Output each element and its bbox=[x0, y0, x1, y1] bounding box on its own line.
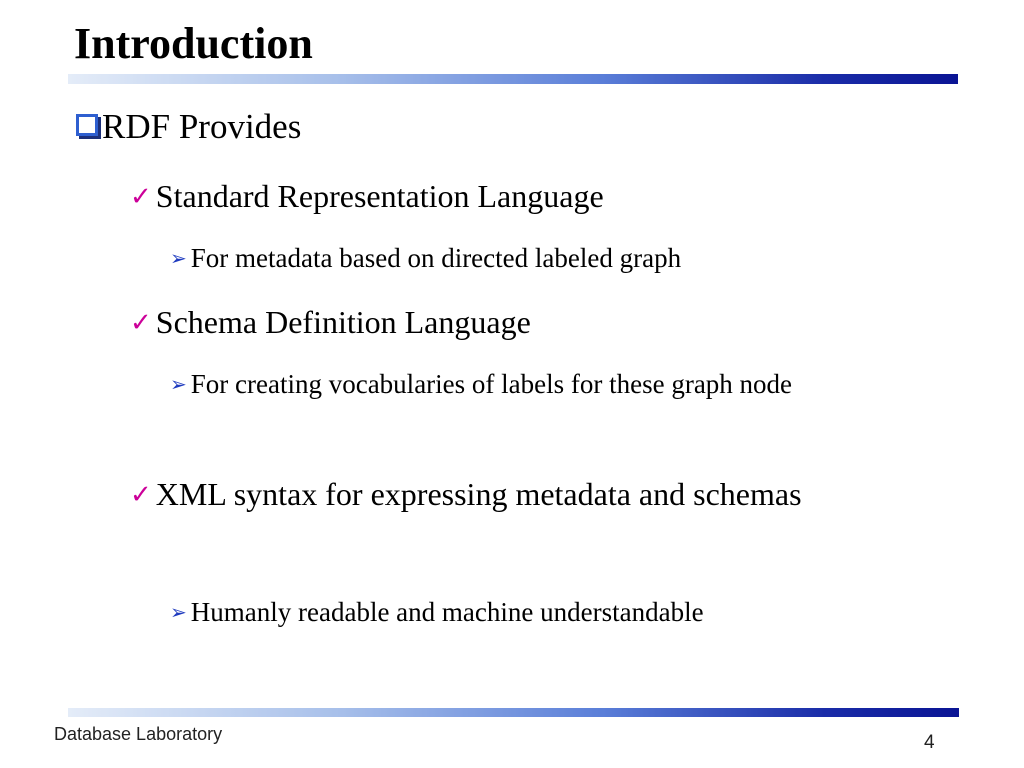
bullet-text: Humanly readable and machine understandable bbox=[190, 597, 704, 627]
page-number: 4 bbox=[924, 732, 935, 753]
checkmark-icon: ✓ bbox=[130, 308, 152, 338]
bullet-text: XML syntax for expressing metadata and schemas bbox=[155, 476, 802, 512]
footer-divider bbox=[68, 708, 959, 717]
arrow-bullet-icon: ➢ bbox=[170, 600, 187, 624]
bullet-standard-representation bbox=[130, 168, 850, 225]
slide-title: Introduction bbox=[74, 19, 313, 68]
arrow-bullet-icon: ➢ bbox=[170, 246, 187, 270]
footer-lab-name: Database Laboratory bbox=[54, 724, 223, 744]
checkmark-icon: ✓ bbox=[130, 480, 152, 510]
sub-bullet-directed-graph bbox=[170, 234, 890, 282]
bullet-text: RDF Provides bbox=[102, 107, 302, 146]
bullet-xml-syntax bbox=[130, 466, 848, 523]
sub-bullet-humanly-readable bbox=[170, 588, 890, 636]
bullet-text: Standard Representation Language bbox=[155, 178, 604, 214]
title-divider bbox=[68, 74, 958, 84]
square-bullet-icon bbox=[76, 114, 98, 136]
checkmark-icon: ✓ bbox=[130, 182, 152, 212]
bullet-text: For creating vocabularies of labels for these graph node bbox=[190, 369, 793, 399]
bullet-rdf-provides bbox=[76, 104, 301, 150]
bullet-text: Schema Definition Language bbox=[155, 304, 531, 340]
sub-bullet-vocabularies bbox=[170, 360, 896, 408]
arrow-bullet-icon: ➢ bbox=[170, 372, 187, 396]
bullet-schema-definition bbox=[130, 294, 850, 351]
bullet-text: For metadata based on directed labeled graph bbox=[190, 243, 682, 273]
